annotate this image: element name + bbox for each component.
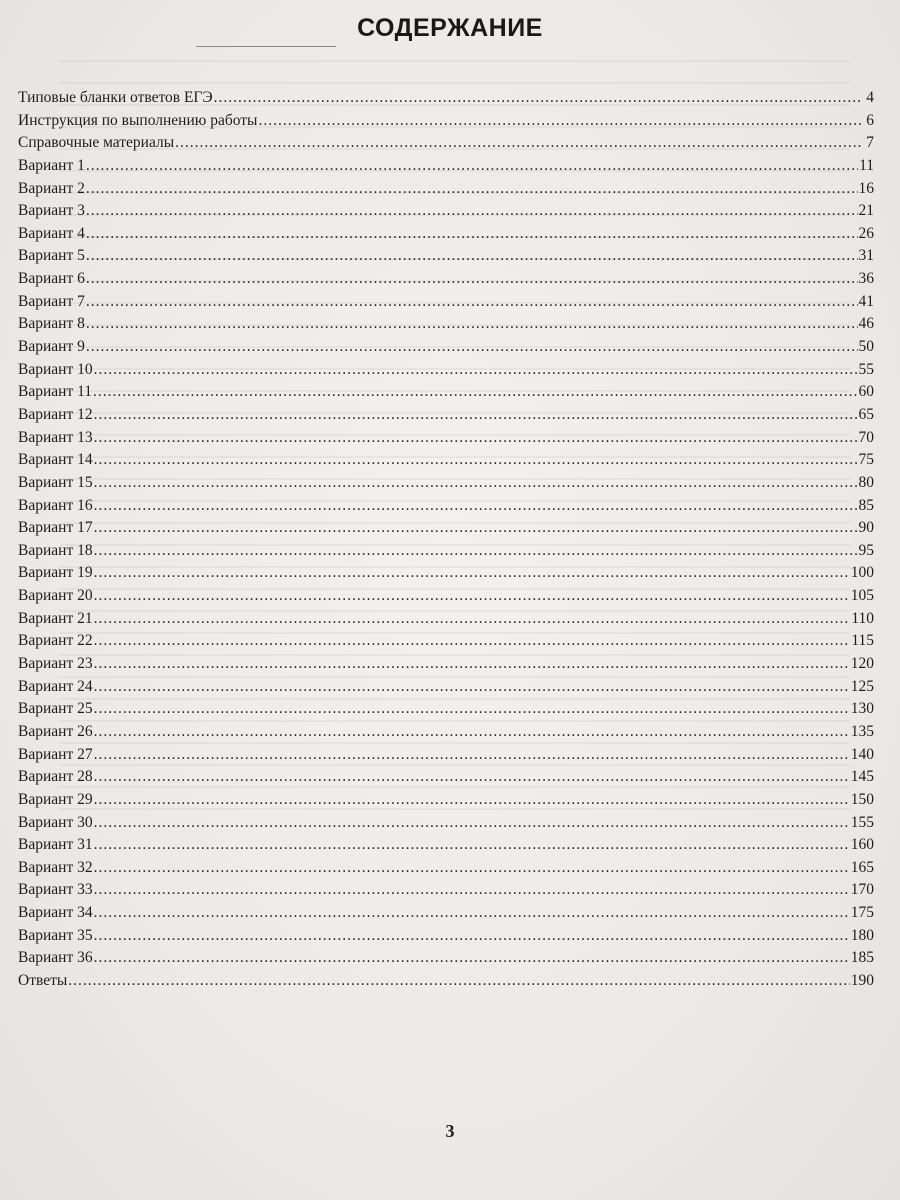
toc-entry[interactable]	[18, 429, 874, 452]
dot-leader	[94, 836, 850, 854]
dot-leader	[94, 542, 858, 560]
dot-leader	[86, 315, 858, 333]
dot-leader	[94, 451, 858, 469]
toc-entry[interactable]	[18, 519, 874, 542]
toc-entry-page: 7	[866, 134, 874, 152]
toc-entry-page: 190	[850, 971, 874, 989]
dot-leader	[94, 497, 858, 515]
toc-entry[interactable]	[18, 927, 874, 950]
dot-leader	[175, 134, 863, 152]
dot-leader	[94, 361, 858, 379]
toc-entry[interactable]	[18, 678, 874, 701]
toc-entry-page: 140	[850, 745, 874, 763]
toc-entry-label: Вариант 36	[18, 949, 93, 967]
dot-leader	[86, 247, 858, 265]
toc-entry[interactable]	[18, 112, 874, 135]
toc-entry-label: Вариант 1	[18, 156, 85, 174]
toc-entry-page: 4	[866, 89, 874, 106]
toc-entry-page: 165	[850, 858, 874, 876]
toc-entry-label: Вариант 29	[18, 790, 93, 808]
toc-entry-label: Вариант 15	[18, 473, 93, 491]
dot-leader	[86, 202, 858, 220]
toc-entry-page: 135	[850, 722, 874, 740]
dot-leader	[94, 655, 850, 673]
toc-entry-page: 110	[851, 609, 874, 627]
toc-entry-label: Вариант 24	[18, 677, 93, 695]
dot-leader	[94, 949, 850, 967]
dot-leader	[214, 89, 863, 107]
toc-entry-page: 36	[858, 270, 874, 288]
toc-entry-label: Вариант 31	[18, 836, 93, 854]
toc-entry[interactable]	[18, 157, 874, 180]
toc-entry-label: Вариант 35	[18, 926, 93, 944]
toc-entry[interactable]	[18, 881, 874, 904]
toc-entry-page: 115	[851, 632, 874, 650]
toc-entry-label: Вариант 32	[18, 858, 93, 876]
toc-entry-label: Вариант 5	[18, 247, 85, 265]
dot-leader	[94, 587, 850, 605]
dot-leader	[94, 474, 858, 492]
toc-entry-page: 95	[858, 541, 874, 559]
toc-entry-page: 155	[850, 813, 874, 831]
toc-entry-page: 26	[858, 224, 874, 242]
toc-entry-page: 55	[858, 360, 874, 378]
toc-entry-page: 21	[858, 202, 874, 220]
dot-leader	[94, 429, 858, 447]
toc-entry-page: 41	[858, 292, 874, 310]
toc-entry-label: Вариант 4	[18, 224, 85, 242]
toc-entry[interactable]	[18, 134, 874, 157]
toc-entry[interactable]	[18, 768, 874, 791]
dot-leader	[94, 814, 850, 832]
toc-entry-page: 16	[858, 179, 874, 197]
toc-entry-label: Вариант 11	[18, 383, 93, 401]
toc-entry-label: Вариант 34	[18, 904, 93, 922]
toc-entry-page: 175	[850, 904, 874, 922]
toc-entry[interactable]	[18, 700, 874, 723]
toc-entry-label: Вариант 13	[18, 428, 93, 446]
toc-entry-label: Вариант 23	[18, 655, 93, 673]
toc-entry[interactable]	[18, 451, 874, 474]
toc-entry-label: Вариант 18	[18, 541, 93, 559]
title-underline	[196, 46, 336, 47]
toc-entry-page: 11	[859, 156, 874, 174]
toc-entry-label: Вариант 12	[18, 405, 93, 423]
toc-entry-page: 75	[858, 451, 874, 469]
toc-entry-label: Вариант 7	[18, 292, 85, 310]
toc-entry-label: Вариант 33	[18, 881, 93, 899]
toc-entry-label: Вариант 22	[18, 632, 93, 650]
toc-entry-label: Вариант 30	[18, 813, 93, 831]
toc-entry-page: 70	[858, 428, 874, 446]
toc-entry[interactable]	[18, 293, 874, 316]
toc-entry[interactable]	[18, 270, 874, 293]
dot-leader	[86, 180, 858, 198]
toc-entry[interactable]	[18, 89, 874, 112]
dot-leader	[94, 519, 858, 537]
toc-entry-page: 6	[866, 111, 874, 129]
page-title: СОДЕРЖАНИЕ	[357, 14, 543, 42]
table-of-contents	[18, 89, 874, 995]
toc-entry[interactable]	[18, 632, 874, 655]
toc-entry-label: Вариант 16	[18, 496, 93, 514]
toc-entry[interactable]	[18, 338, 874, 361]
dot-leader	[94, 564, 850, 582]
toc-entry-page: 170	[850, 881, 874, 899]
dot-leader	[258, 112, 863, 130]
toc-entry[interactable]	[18, 859, 874, 882]
toc-entry-label: Вариант 10	[18, 360, 93, 378]
toc-entry[interactable]	[18, 610, 874, 633]
toc-entry-page: 150	[850, 790, 874, 808]
dot-leader	[94, 904, 850, 922]
dot-leader	[94, 881, 850, 899]
toc-entry-page: 80	[858, 473, 874, 491]
toc-entry-label: Вариант 26	[18, 722, 93, 740]
dot-leader	[94, 791, 850, 809]
toc-entry-label: Справочные материалы	[18, 134, 175, 152]
dot-leader	[86, 338, 858, 356]
toc-entry-page: 180	[850, 926, 874, 944]
toc-entry-page: 100	[850, 564, 874, 582]
toc-entry-page: 85	[858, 496, 874, 514]
toc-entry-page: 145	[850, 768, 874, 786]
toc-entry-label: Типовые бланки ответов ЕГЭ	[18, 89, 213, 106]
toc-entry[interactable]	[18, 474, 874, 497]
dot-leader	[94, 678, 850, 696]
toc-entry-page: 160	[850, 836, 874, 854]
dot-leader	[68, 972, 849, 990]
toc-entry[interactable]	[18, 564, 874, 587]
dot-leader	[94, 406, 858, 424]
dot-leader	[86, 157, 858, 175]
toc-entry-page: 130	[850, 700, 874, 718]
dot-leader	[86, 225, 858, 243]
toc-entry-label: Вариант 19	[18, 564, 93, 582]
toc-entry[interactable]	[18, 904, 874, 927]
toc-entry-label: Ответы	[18, 971, 68, 989]
dot-leader	[86, 270, 858, 288]
toc-entry[interactable]	[18, 791, 874, 814]
dot-leader	[94, 746, 850, 764]
dot-leader	[94, 859, 850, 877]
dot-leader	[94, 700, 850, 718]
toc-entry-page: 120	[850, 655, 874, 673]
toc-entry-label: Вариант 27	[18, 745, 93, 763]
dot-leader	[94, 927, 850, 945]
toc-entry-page: 90	[858, 519, 874, 537]
toc-entry-label: Вариант 14	[18, 451, 93, 469]
toc-entry-label: Вариант 21	[18, 609, 93, 627]
toc-entry-label: Вариант 8	[18, 315, 85, 333]
toc-entry[interactable]	[18, 497, 874, 520]
toc-entry-label: Вариант 3	[18, 202, 85, 220]
toc-entry[interactable]	[18, 361, 874, 384]
toc-entry-page: 185	[850, 949, 874, 967]
toc-entry[interactable]	[18, 949, 874, 972]
toc-entry-page: 50	[858, 338, 874, 356]
dot-leader	[94, 768, 850, 786]
toc-entry-label: Вариант 28	[18, 768, 93, 786]
toc-entry-page: 46	[858, 315, 874, 333]
toc-entry-page: 31	[858, 247, 874, 265]
toc-entry[interactable]	[18, 723, 874, 746]
toc-entry[interactable]	[18, 814, 874, 837]
toc-entry-label: Вариант 2	[18, 179, 85, 197]
toc-entry[interactable]	[18, 315, 874, 338]
toc-entry-label: Вариант 6	[18, 270, 85, 288]
toc-entry-label: Инструкция по выполнению работы	[18, 111, 258, 129]
toc-entry-label: Вариант 9	[18, 338, 85, 356]
toc-entry[interactable]	[18, 202, 874, 225]
toc-entry[interactable]	[18, 746, 874, 769]
dot-leader	[86, 293, 858, 311]
toc-entry-label: Вариант 20	[18, 587, 93, 605]
toc-entry[interactable]	[18, 542, 874, 565]
toc-entry[interactable]	[18, 655, 874, 678]
dot-leader	[94, 723, 850, 741]
dot-leader	[94, 632, 851, 650]
toc-entry[interactable]	[18, 225, 874, 248]
toc-entry[interactable]	[18, 180, 874, 203]
toc-entry[interactable]	[18, 972, 874, 995]
toc-entry[interactable]	[18, 836, 874, 859]
toc-entry[interactable]	[18, 587, 874, 610]
page-number: 3	[445, 1121, 455, 1141]
toc-entry-label: Вариант 25	[18, 700, 93, 718]
toc-entry-label: Вариант 17	[18, 519, 93, 537]
toc-entry-page: 65	[858, 405, 874, 423]
dot-leader	[93, 383, 857, 401]
toc-entry[interactable]	[18, 247, 874, 270]
toc-entry[interactable]	[18, 383, 874, 406]
toc-entry-page: 60	[858, 383, 874, 401]
toc-entry-page: 105	[850, 587, 874, 605]
dot-leader	[94, 610, 851, 628]
toc-entry-page: 125	[850, 677, 874, 695]
toc-entry[interactable]	[18, 406, 874, 429]
